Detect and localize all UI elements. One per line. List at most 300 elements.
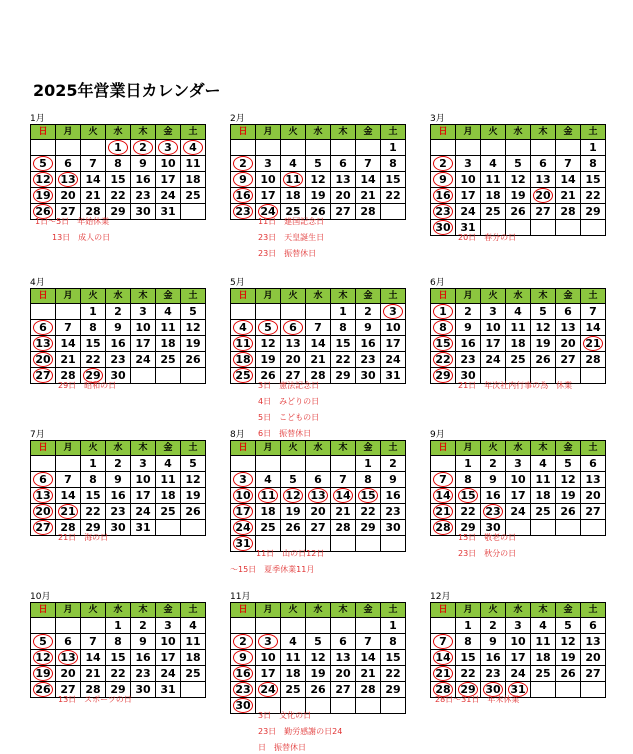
weekday-header: 日 bbox=[31, 603, 56, 618]
date-cell bbox=[381, 140, 406, 156]
date-cell bbox=[131, 472, 156, 488]
date-number: 29 bbox=[435, 368, 451, 382]
date-cell bbox=[106, 172, 131, 188]
date-cell bbox=[181, 172, 206, 188]
date-cell bbox=[481, 156, 506, 172]
holiday-date-cell bbox=[231, 682, 256, 698]
date-cell bbox=[556, 188, 581, 204]
date-number: 22 bbox=[460, 504, 476, 518]
date-number: 8 bbox=[464, 634, 472, 648]
date-cell bbox=[506, 666, 531, 682]
holiday-date-cell bbox=[56, 504, 81, 520]
holiday-date-cell bbox=[31, 634, 56, 650]
holiday-date-cell bbox=[531, 188, 556, 204]
date-number: 16 bbox=[485, 488, 501, 502]
date-number: 24 bbox=[485, 352, 501, 366]
date-number: 25 bbox=[160, 352, 176, 366]
date-cell bbox=[531, 488, 556, 504]
weekday-header: 土 bbox=[381, 603, 406, 618]
date-cell bbox=[81, 156, 106, 172]
empty-cell bbox=[331, 618, 356, 634]
week-row bbox=[31, 634, 206, 650]
holiday-date-cell bbox=[231, 504, 256, 520]
date-cell bbox=[556, 488, 581, 504]
date-number: 11 bbox=[260, 488, 276, 502]
date-cell bbox=[531, 352, 556, 368]
date-cell bbox=[331, 204, 356, 220]
date-number: 4 bbox=[189, 140, 197, 154]
week-row bbox=[431, 156, 606, 172]
date-number: 23 bbox=[360, 352, 376, 366]
weekday-header: 金 bbox=[356, 441, 381, 456]
date-number: 23 bbox=[435, 204, 451, 218]
empty-cell bbox=[381, 204, 406, 220]
holiday-date-cell bbox=[431, 488, 456, 504]
weekday-header: 火 bbox=[481, 441, 506, 456]
month-table bbox=[430, 602, 606, 698]
holiday-date-cell bbox=[256, 320, 281, 336]
date-number: 4 bbox=[239, 320, 247, 334]
date-number: 7 bbox=[64, 320, 72, 334]
weekday-header: 火 bbox=[81, 603, 106, 618]
date-number: 26 bbox=[510, 204, 526, 218]
holiday-date-cell bbox=[231, 336, 256, 352]
date-number: 8 bbox=[89, 472, 97, 486]
date-cell bbox=[56, 634, 81, 650]
holiday-date-cell bbox=[231, 204, 256, 220]
date-number: 29 bbox=[85, 368, 101, 382]
date-number: 20 bbox=[585, 488, 601, 502]
weekday-header: 土 bbox=[181, 441, 206, 456]
date-number: 13 bbox=[535, 172, 551, 186]
week-row bbox=[431, 140, 606, 156]
date-cell bbox=[381, 634, 406, 650]
date-number: 23 bbox=[110, 352, 126, 366]
date-number: 23 bbox=[485, 504, 501, 518]
date-number: 4 bbox=[289, 156, 297, 170]
date-number: 10 bbox=[510, 634, 526, 648]
date-cell bbox=[131, 618, 156, 634]
month-calendar bbox=[430, 592, 606, 704]
month-table bbox=[430, 440, 606, 536]
date-number: 10 bbox=[260, 172, 276, 186]
date-number: 9 bbox=[389, 472, 397, 486]
date-cell bbox=[481, 488, 506, 504]
date-number: 18 bbox=[285, 666, 301, 680]
date-number: 28 bbox=[85, 682, 101, 696]
date-cell bbox=[456, 352, 481, 368]
weekday-header: 木 bbox=[131, 289, 156, 304]
weekday-header-row bbox=[431, 603, 606, 618]
weekday-header: 土 bbox=[181, 603, 206, 618]
week-row bbox=[231, 456, 406, 472]
date-cell bbox=[131, 172, 156, 188]
month-calendar bbox=[430, 278, 606, 390]
holiday-date-cell bbox=[231, 666, 256, 682]
holiday-date-cell bbox=[431, 336, 456, 352]
date-cell bbox=[331, 188, 356, 204]
date-number: 12 bbox=[310, 172, 326, 186]
date-cell bbox=[306, 172, 331, 188]
date-cell bbox=[56, 352, 81, 368]
empty-cell bbox=[556, 140, 581, 156]
date-number: 12 bbox=[560, 634, 576, 648]
date-cell bbox=[281, 156, 306, 172]
holiday-note: 4日 みどりの日 bbox=[258, 397, 320, 406]
date-number: 14 bbox=[435, 650, 451, 664]
date-number: 1 bbox=[464, 456, 472, 470]
holiday-date-cell bbox=[431, 172, 456, 188]
date-number: 14 bbox=[60, 336, 76, 350]
date-number: 5 bbox=[514, 156, 522, 170]
week-row bbox=[231, 488, 406, 504]
date-number: 20 bbox=[310, 504, 326, 518]
week-row bbox=[431, 634, 606, 650]
holiday-note: 28日～31日 年末休業 bbox=[435, 695, 520, 704]
month-label: 2月 bbox=[230, 114, 245, 124]
date-cell bbox=[531, 204, 556, 220]
date-number: 25 bbox=[535, 666, 551, 680]
date-number: 6 bbox=[339, 634, 347, 648]
date-number: 1 bbox=[439, 304, 447, 318]
date-number: 30 bbox=[360, 368, 376, 382]
date-cell bbox=[256, 156, 281, 172]
weekday-header-row bbox=[31, 441, 206, 456]
date-number: 13 bbox=[335, 172, 351, 186]
weekday-header: 木 bbox=[331, 289, 356, 304]
date-cell bbox=[181, 618, 206, 634]
date-cell bbox=[456, 156, 481, 172]
date-number: 25 bbox=[260, 520, 276, 534]
date-cell bbox=[106, 618, 131, 634]
week-row bbox=[31, 520, 206, 536]
date-cell bbox=[106, 304, 131, 320]
date-number: 9 bbox=[139, 156, 147, 170]
weekday-header: 水 bbox=[506, 603, 531, 618]
date-number: 9 bbox=[114, 320, 122, 334]
date-cell bbox=[156, 618, 181, 634]
holiday-date-cell bbox=[281, 488, 306, 504]
date-number: 21 bbox=[435, 504, 451, 518]
date-number: 4 bbox=[164, 456, 172, 470]
date-number: 4 bbox=[189, 618, 197, 632]
date-number: 16 bbox=[360, 336, 376, 350]
weekday-header: 月 bbox=[456, 441, 481, 456]
date-cell bbox=[581, 618, 606, 634]
date-cell bbox=[106, 504, 131, 520]
date-cell bbox=[531, 634, 556, 650]
weekday-header: 水 bbox=[506, 441, 531, 456]
date-number: 15 bbox=[585, 172, 601, 186]
date-number: 27 bbox=[585, 666, 601, 680]
weekday-header: 月 bbox=[456, 289, 481, 304]
month-table bbox=[30, 288, 206, 384]
holiday-date-cell bbox=[281, 320, 306, 336]
date-number: 18 bbox=[185, 172, 201, 186]
date-cell bbox=[356, 504, 381, 520]
date-cell bbox=[456, 188, 481, 204]
holiday-date-cell bbox=[31, 368, 56, 384]
date-cell bbox=[481, 204, 506, 220]
holiday-date-cell bbox=[31, 336, 56, 352]
empty-cell bbox=[256, 618, 281, 634]
date-number: 19 bbox=[185, 488, 201, 502]
date-number: 18 bbox=[185, 650, 201, 664]
date-cell bbox=[581, 204, 606, 220]
date-number: 11 bbox=[235, 336, 251, 350]
date-cell bbox=[256, 504, 281, 520]
date-number: 2 bbox=[114, 304, 122, 318]
date-cell bbox=[556, 618, 581, 634]
holiday-date-cell bbox=[231, 488, 256, 504]
weekday-header: 火 bbox=[481, 603, 506, 618]
date-number: 21 bbox=[85, 666, 101, 680]
date-number: 13 bbox=[285, 336, 301, 350]
date-cell bbox=[556, 634, 581, 650]
date-number: 13 bbox=[560, 320, 576, 334]
date-cell bbox=[56, 666, 81, 682]
empty-cell bbox=[356, 618, 381, 634]
holiday-date-cell bbox=[431, 320, 456, 336]
date-number: 1 bbox=[89, 456, 97, 470]
date-cell bbox=[106, 472, 131, 488]
date-cell bbox=[331, 472, 356, 488]
date-cell bbox=[356, 650, 381, 666]
date-cell bbox=[131, 156, 156, 172]
date-number: 2 bbox=[239, 634, 247, 648]
date-cell bbox=[356, 634, 381, 650]
date-number: 19 bbox=[35, 188, 51, 202]
empty-cell bbox=[556, 220, 581, 236]
date-number: 19 bbox=[285, 504, 301, 518]
empty-cell bbox=[256, 304, 281, 320]
date-cell bbox=[581, 156, 606, 172]
weekday-header: 木 bbox=[331, 125, 356, 140]
date-cell bbox=[331, 650, 356, 666]
date-cell bbox=[506, 504, 531, 520]
weekday-header-row bbox=[231, 289, 406, 304]
date-cell bbox=[556, 666, 581, 682]
date-cell bbox=[106, 204, 131, 220]
weekday-header: 月 bbox=[56, 289, 81, 304]
date-cell bbox=[556, 156, 581, 172]
date-number: 18 bbox=[235, 352, 251, 366]
holiday-date-cell bbox=[31, 172, 56, 188]
date-cell bbox=[256, 520, 281, 536]
date-cell bbox=[331, 172, 356, 188]
weekday-header: 金 bbox=[356, 125, 381, 140]
date-number: 3 bbox=[164, 140, 172, 154]
date-number: 19 bbox=[535, 336, 551, 350]
date-number: 25 bbox=[285, 682, 301, 696]
date-number: 25 bbox=[235, 368, 251, 382]
date-number: 13 bbox=[60, 650, 76, 664]
date-number: 29 bbox=[335, 368, 351, 382]
weekday-header: 金 bbox=[556, 125, 581, 140]
week-row bbox=[31, 368, 206, 384]
empty-cell bbox=[181, 682, 206, 698]
empty-cell bbox=[81, 140, 106, 156]
month-label: 11月 bbox=[230, 592, 251, 602]
date-number: 19 bbox=[560, 488, 576, 502]
month-label: 5月 bbox=[230, 278, 245, 288]
date-cell bbox=[281, 650, 306, 666]
weekday-header: 日 bbox=[31, 125, 56, 140]
date-number: 5 bbox=[314, 156, 322, 170]
holiday-note: 3日 憲法記念日 bbox=[258, 381, 320, 390]
date-number: 28 bbox=[310, 368, 326, 382]
date-number: 14 bbox=[335, 488, 351, 502]
date-number: 3 bbox=[139, 456, 147, 470]
date-number: 18 bbox=[160, 336, 176, 350]
date-number: 16 bbox=[235, 188, 251, 202]
date-number: 3 bbox=[489, 304, 497, 318]
date-cell bbox=[556, 352, 581, 368]
date-number: 8 bbox=[389, 634, 397, 648]
week-row bbox=[231, 304, 406, 320]
date-cell bbox=[331, 368, 356, 384]
date-number: 15 bbox=[85, 488, 101, 502]
date-number: 30 bbox=[385, 520, 401, 534]
weekday-header: 金 bbox=[356, 289, 381, 304]
date-cell bbox=[306, 666, 331, 682]
date-number: 11 bbox=[185, 634, 201, 648]
date-cell bbox=[356, 472, 381, 488]
weekday-header: 金 bbox=[156, 289, 181, 304]
date-number: 29 bbox=[110, 204, 126, 218]
date-cell bbox=[331, 520, 356, 536]
date-number: 10 bbox=[385, 320, 401, 334]
date-cell bbox=[456, 618, 481, 634]
date-number: 17 bbox=[460, 188, 476, 202]
date-cell bbox=[81, 650, 106, 666]
month-calendar bbox=[30, 278, 206, 390]
date-number: 21 bbox=[310, 352, 326, 366]
holiday-note: 1日～5日 年始休業 bbox=[35, 217, 110, 226]
month-calendar bbox=[30, 592, 206, 704]
date-number: 10 bbox=[235, 488, 251, 502]
date-number: 12 bbox=[285, 488, 301, 502]
date-cell bbox=[106, 666, 131, 682]
holiday-date-cell bbox=[356, 488, 381, 504]
date-number: 29 bbox=[360, 520, 376, 534]
date-number: 28 bbox=[435, 682, 451, 696]
date-number: 17 bbox=[510, 650, 526, 664]
date-number: 10 bbox=[160, 634, 176, 648]
date-number: 23 bbox=[235, 682, 251, 696]
date-cell bbox=[331, 320, 356, 336]
date-number: 8 bbox=[89, 320, 97, 334]
date-number: 21 bbox=[585, 336, 601, 350]
empty-cell bbox=[31, 618, 56, 634]
weekday-header: 水 bbox=[306, 441, 331, 456]
weekday-header: 月 bbox=[56, 441, 81, 456]
weekday-header: 土 bbox=[581, 603, 606, 618]
weekday-header: 金 bbox=[556, 441, 581, 456]
date-number: 26 bbox=[560, 666, 576, 680]
holiday-note: 11日 山の日12日 bbox=[256, 549, 325, 558]
date-number: 28 bbox=[335, 520, 351, 534]
week-row bbox=[231, 666, 406, 682]
date-number: 7 bbox=[89, 634, 97, 648]
empty-cell bbox=[356, 140, 381, 156]
date-cell bbox=[556, 204, 581, 220]
date-number: 7 bbox=[314, 320, 322, 334]
date-number: 30 bbox=[435, 220, 451, 234]
date-number: 8 bbox=[464, 472, 472, 486]
date-number: 10 bbox=[135, 472, 151, 486]
week-row bbox=[31, 352, 206, 368]
weekday-header-row bbox=[431, 289, 606, 304]
date-number: 24 bbox=[260, 682, 276, 696]
date-cell bbox=[356, 156, 381, 172]
date-number: 10 bbox=[510, 472, 526, 486]
date-cell bbox=[256, 188, 281, 204]
date-number: 3 bbox=[514, 456, 522, 470]
holiday-date-cell bbox=[31, 188, 56, 204]
empty-cell bbox=[256, 456, 281, 472]
date-cell bbox=[506, 618, 531, 634]
date-cell bbox=[506, 188, 531, 204]
date-cell bbox=[306, 156, 331, 172]
month-calendar bbox=[230, 114, 406, 258]
date-number: 30 bbox=[110, 368, 126, 382]
date-cell bbox=[306, 188, 331, 204]
date-number: 12 bbox=[510, 172, 526, 186]
date-number: 8 bbox=[389, 156, 397, 170]
date-number: 20 bbox=[35, 504, 51, 518]
date-number: 5 bbox=[564, 618, 572, 632]
date-cell bbox=[381, 472, 406, 488]
date-cell bbox=[356, 320, 381, 336]
date-cell bbox=[81, 634, 106, 650]
date-cell bbox=[481, 650, 506, 666]
date-number: 22 bbox=[435, 352, 451, 366]
date-cell bbox=[381, 650, 406, 666]
date-number: 17 bbox=[135, 336, 151, 350]
empty-cell bbox=[306, 304, 331, 320]
date-cell bbox=[481, 618, 506, 634]
date-number: 26 bbox=[185, 352, 201, 366]
date-cell bbox=[381, 188, 406, 204]
date-cell bbox=[481, 456, 506, 472]
date-cell bbox=[56, 156, 81, 172]
date-cell bbox=[531, 172, 556, 188]
weekday-header-row bbox=[31, 289, 206, 304]
date-cell bbox=[256, 352, 281, 368]
holiday-date-cell bbox=[31, 488, 56, 504]
date-cell bbox=[456, 304, 481, 320]
date-number: 14 bbox=[560, 172, 576, 186]
empty-cell bbox=[431, 140, 456, 156]
date-number: 21 bbox=[360, 188, 376, 202]
date-number: 30 bbox=[110, 520, 126, 534]
weekday-header: 水 bbox=[306, 603, 331, 618]
date-cell bbox=[581, 320, 606, 336]
date-number: 22 bbox=[110, 666, 126, 680]
month-table bbox=[230, 602, 406, 714]
date-number: 31 bbox=[235, 536, 251, 550]
date-number: 23 bbox=[135, 666, 151, 680]
weekday-header: 火 bbox=[281, 603, 306, 618]
date-cell bbox=[156, 172, 181, 188]
date-cell bbox=[456, 634, 481, 650]
date-number: 24 bbox=[160, 666, 176, 680]
date-number: 22 bbox=[360, 504, 376, 518]
date-cell bbox=[556, 336, 581, 352]
holiday-date-cell bbox=[431, 220, 456, 236]
holiday-date-cell bbox=[306, 488, 331, 504]
